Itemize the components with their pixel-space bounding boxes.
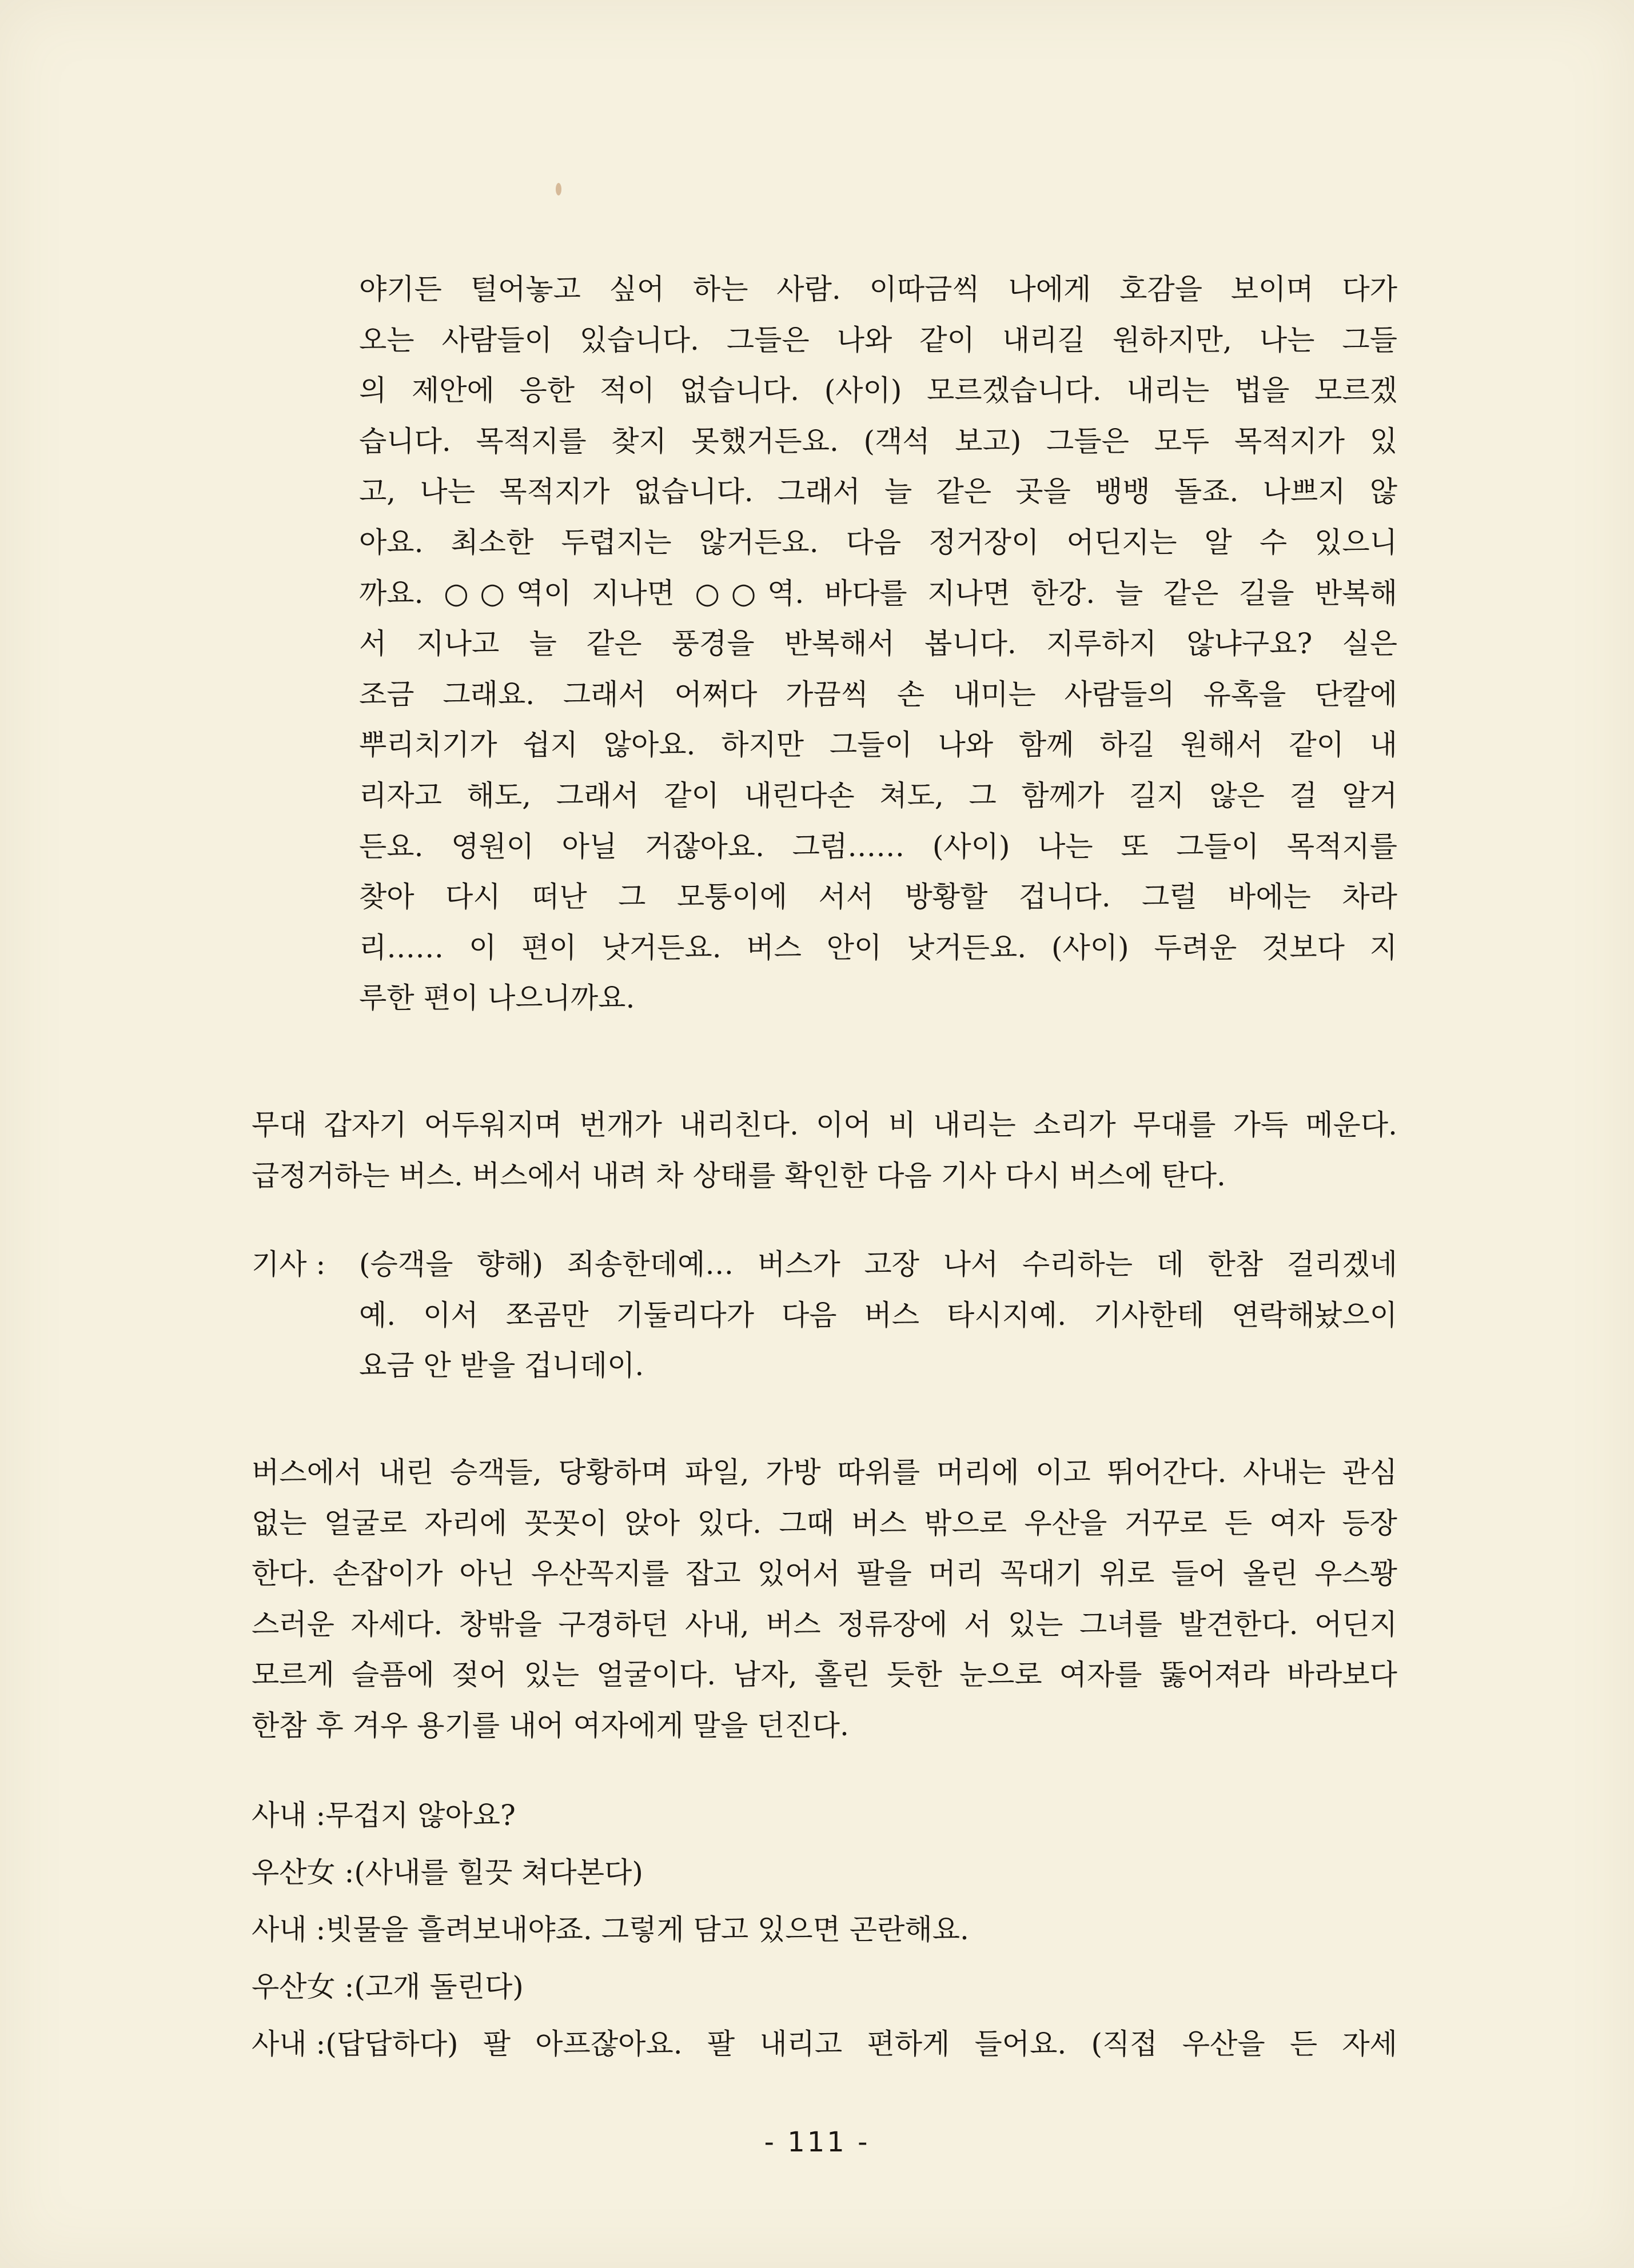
stage-direction-1: [252, 1100, 1397, 1201]
dialogue-text: 예. 이서 쪼곰만 기둘리다가 다음 버스 타시지예. 기사한테 연락해놨으이: [359, 1298, 1397, 1332]
speaker-label: 우산女 :: [252, 1970, 354, 2003]
dialogue-text: (승객을 향해) 죄송한데예… 버스가 고장 나서 수리하는 데 한참 걸리겠네: [359, 1248, 1397, 1281]
speaker-label: 우산女 :: [252, 1855, 354, 1889]
dialogue-text: 빗물을 흘려보내야죠. 그렇게 담고 있으면 곤란해요.: [325, 1912, 969, 1946]
monologue-line: 든요. 영원이 아닐 거잖아요. 그럼…… (사이) 나는 또 그들이 목적지를: [359, 829, 1397, 863]
stage-direction-line: 모르게 슬픔에 젖어 있는 얼굴이다. 남자, 홀린 듯한 눈으로 여자를 뚫어져라 바라보다: [252, 1658, 1397, 1692]
dialogue-text: (사내를 힐끗 쳐다본다): [354, 1855, 643, 1889]
dialogue-row: [252, 1901, 1397, 1958]
stage-direction-line: 무대 갑자기 어두워지며 번개가 내리친다. 이어 비 내리는 소리가 무대를 가득 메운다.: [252, 1108, 1397, 1141]
dialogue-text: (고개 돌린다): [354, 1970, 524, 2003]
dialogue-row: [252, 1958, 1397, 2015]
speaker-label: 사내 :: [252, 1798, 326, 1832]
monologue-line: 루한 편이 나으니까요.: [359, 981, 635, 1015]
dialogue-text: (답답하다) 팔 아프잖아요. 팔 내리고 편하게 들어요. (직접 우산을 든 자세: [325, 2027, 1397, 2061]
monologue-line: 서 지나고 늘 같은 풍경을 반복해서 봅니다. 지루하지 않냐구요? 실은: [359, 627, 1397, 661]
monologue-line: 습니다. 목적지를 찾지 못했거든요. (객석 보고) 그들은 모두 목적지가 있: [359, 424, 1397, 458]
driver-first-line: [252, 1239, 1397, 1290]
paper-stain: [556, 183, 561, 195]
monologue-line: 뿌리치기가 쉽지 않아요. 하지만 그들이 나와 함께 하길 원해서 같이 내: [359, 728, 1397, 762]
monologue-line: 찾아 다시 떠난 그 모퉁이에 서서 방황할 겁니다. 그럴 바에는 차라: [359, 880, 1397, 914]
monologue-line: 고, 나는 목적지가 없습니다. 그래서 늘 같은 곳을 뱅뱅 돌죠. 나쁘지 않: [359, 475, 1397, 509]
page-number: - 111 -: [764, 2126, 870, 2158]
monologue-line: 오는 사람들이 있습니다. 그들은 나와 같이 내리길 원하지만, 나는 그들: [359, 323, 1397, 357]
monologue-line: 리…… 이 편이 낫거든요. 버스 안이 낫거든요. (사이) 두려운 것보다 지: [359, 931, 1397, 964]
monologue-line: 조금 그래요. 그래서 어쩌다 가끔씩 손 내미는 사람들의 유혹을 단칼에: [359, 677, 1397, 711]
stage-direction-line: 한참 후 겨우 용기를 내어 여자에게 말을 던진다.: [252, 1708, 849, 1742]
speaker-label: 기사 :: [252, 1248, 326, 1281]
monologue-line: 야기든 털어놓고 싶어 하는 사람. 이따금씩 나에게 호감을 보이며 다가: [359, 273, 1397, 306]
dialogue-text: 무겁지 않아요?: [325, 1798, 516, 1832]
monologue-line: 의 제안에 응한 적이 없습니다. (사이) 모르겠습니다. 내리는 법을 모르겠: [359, 374, 1397, 408]
stage-direction-line: 없는 얼굴로 자리에 꼿꼿이 앉아 있다. 그때 버스 밖으로 우산을 거꾸로 든 여자 등장: [252, 1506, 1397, 1540]
monologue-line: 리자고 해도, 그래서 같이 내린다손 쳐도, 그 함께가 길지 않은 걸 알거: [359, 778, 1397, 812]
speaker-label: 사내 :: [252, 1912, 326, 1946]
monologue-line: 까요. ○○역이 지나면 ○○역. 바다를 지나면 한강. 늘 같은 길을 반복해: [359, 576, 1397, 610]
dialogue-exchange: [252, 1787, 1397, 2073]
dialogue-row: [252, 2015, 1397, 2073]
stage-direction-line: 버스에서 내린 승객들, 당황하며 파일, 가방 따위를 머리에 이고 뛰어간다. 사내는 관심: [252, 1456, 1397, 1489]
stage-direction-line: 스러운 자세다. 창밖을 구경하던 사내, 버스 정류장에 서 있는 그녀를 발견한다. 어딘지: [252, 1607, 1397, 1641]
stage-direction-line: 한다. 손잡이가 아닌 우산꼭지를 잡고 있어서 팔을 머리 꼭대기 위로 들어 올린 우스꽝: [252, 1557, 1397, 1591]
speaker-label: 사내 :: [252, 2027, 326, 2061]
stage-direction-line: 급정거하는 버스. 버스에서 내려 차 상태를 확인한 다음 기사 다시 버스에 탄다.: [252, 1159, 1226, 1192]
stage-direction-2: [252, 1447, 1397, 1751]
monologue-paragraph: [359, 264, 1397, 1024]
dialogue-text: 요금 안 받을 겁니데이.: [359, 1349, 644, 1383]
dialogue-row: [252, 1787, 1397, 1844]
driver-dialogue: [252, 1239, 1397, 1391]
monologue-line: 아요. 최소한 두렵지는 않거든요. 다음 정거장이 어딘지는 알 수 있으니: [359, 525, 1397, 559]
dialogue-row: [252, 1844, 1397, 1901]
